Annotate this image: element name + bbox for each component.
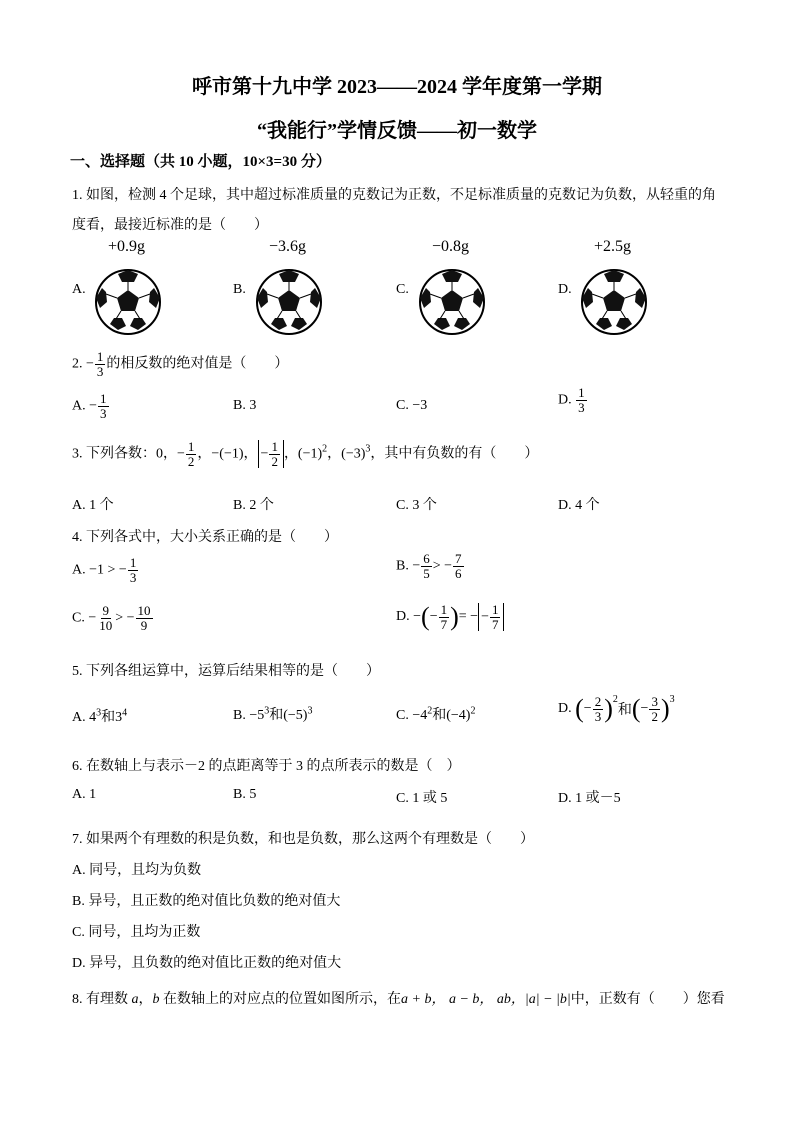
q2-option-d[interactable] [558, 386, 588, 414]
label: A. [72, 562, 86, 578]
den: 2 [651, 708, 658, 724]
q1-mass-label: +0.9g [108, 238, 146, 255]
den: 2 [271, 453, 278, 469]
mid2: ，(−1) [283, 446, 323, 462]
num: 1 [271, 439, 278, 454]
b2: (−5) [283, 708, 308, 723]
e1: 3 [264, 705, 270, 717]
s1: − [413, 609, 422, 625]
q5-option-a[interactable] [72, 706, 127, 726]
b1: −5 [249, 708, 265, 723]
sign: − [89, 398, 98, 414]
post: ，其中有负数的有（ ） [370, 446, 539, 462]
and: 和 [101, 710, 116, 725]
paren: ( [421, 602, 430, 631]
num: 1 [187, 439, 195, 454]
num: 1 [578, 385, 585, 400]
q3-option-b[interactable]: B. 2 个 [233, 498, 274, 513]
label: D. [558, 701, 572, 716]
s1: − [412, 558, 421, 574]
paren: ) [660, 694, 670, 723]
q2-fraction [95, 350, 106, 378]
q1-mass-label: +2.5g [594, 238, 632, 255]
q5-stem: 5. 下列各组运算中，运算后结果相等的是（ ） [72, 664, 380, 679]
q1-option-b[interactable]: B. [233, 282, 246, 297]
minus: − [429, 609, 438, 624]
exprs: a + b， a − b， ab， [401, 992, 525, 1007]
q2-option-b[interactable] [233, 398, 256, 414]
num: 10 [137, 603, 151, 618]
den: 6 [455, 565, 462, 581]
op: > − [432, 558, 453, 574]
num: 1 [100, 391, 107, 406]
q2-stem [72, 350, 288, 378]
mid1: ，−(−1)， [197, 446, 258, 462]
q3-option-d[interactable]: D. 4 个 [558, 498, 600, 513]
b2: (−4) [446, 708, 471, 723]
q6-option-a[interactable]: A. 1 [72, 787, 97, 802]
op: > − [115, 610, 135, 626]
den: 5 [423, 565, 430, 581]
f1 [421, 552, 432, 580]
den: 3 [129, 569, 137, 585]
label: B. [233, 708, 246, 723]
exp1: 2 [322, 443, 328, 455]
q4-option-a[interactable] [72, 556, 139, 584]
q4-option-b[interactable] [396, 552, 465, 580]
label: B. [396, 558, 409, 574]
den: 10 [99, 617, 113, 633]
b1: 4 [89, 710, 97, 725]
num: 6 [423, 551, 430, 566]
e1: 2 [427, 705, 433, 717]
den: 9 [140, 617, 148, 633]
q1-option-a[interactable]: A. [72, 282, 86, 297]
fraction [576, 386, 587, 414]
label: A. [72, 398, 86, 414]
q1-line1: 1. 如图，检测 4 个足球，其中超过标准质量的克数记为正数，不足标准质量的克数记为负数，从轻重的角 [72, 188, 716, 203]
paren: ) [604, 694, 613, 723]
label: C. [396, 398, 409, 413]
f1 [97, 604, 114, 632]
q2-prefix: 2. − [72, 356, 94, 372]
abs-value [478, 603, 504, 631]
paren: ( [631, 694, 641, 723]
section-heading: 一、选择题（共 10 小题，10×3=30 分） [70, 154, 331, 170]
exam-title: 呼市第十九中学 2023——2024 学年度第一学期 [192, 76, 602, 98]
b1: −4 [412, 708, 428, 723]
q2-option-c[interactable] [396, 398, 427, 414]
minus: − [640, 701, 649, 716]
and: 和 [269, 708, 284, 723]
paren: ( [575, 694, 584, 723]
e1: 2 [612, 694, 618, 705]
paren: ) [450, 602, 459, 631]
q1-option-c[interactable]: C. [396, 282, 409, 297]
q4-option-c[interactable] [72, 604, 154, 632]
pre: 3. 下列各数：0，− [72, 446, 185, 462]
num: 1 [129, 555, 137, 570]
post: 中，正数有（ ）您看 [570, 992, 725, 1007]
q7-option-a[interactable]: A. 同号，且均为负数 [72, 863, 202, 878]
q7-option-d[interactable]: D. 异号，且负数的绝对值比正数的绝对值大 [72, 956, 342, 971]
q7-option-b[interactable]: B. 异号，且正数的绝对值比负数的绝对值大 [72, 894, 341, 909]
e2: 2 [470, 705, 476, 717]
b2: 3 [115, 710, 123, 725]
den: 2 [187, 453, 195, 469]
den: 3 [594, 708, 602, 724]
q4-stem: 4. 下列各式中，大小关系正确的是（ ） [72, 530, 338, 545]
fraction [269, 440, 280, 468]
var-a: a [131, 992, 139, 1007]
f2 [136, 604, 153, 632]
q3-option-c[interactable]: C. 3 个 [396, 498, 437, 513]
f2 [453, 552, 464, 580]
sign: − [260, 446, 269, 462]
sep: ， [138, 992, 153, 1007]
q5-option-c[interactable] [396, 704, 475, 724]
label: A. [72, 710, 86, 725]
den: 3 [100, 405, 107, 421]
q1-line2: 度看，最接近标准的是（ ） [72, 218, 268, 233]
abs-expr: |a| − |b| [524, 992, 571, 1007]
mid: 在数轴上的对应点的位置如图所示，在 [159, 992, 401, 1007]
soccer-ball-icon [580, 268, 648, 336]
fraction [98, 392, 109, 420]
label: B. [233, 398, 246, 413]
q2-option-a[interactable] [72, 392, 110, 420]
num: 1 [96, 349, 104, 364]
num: 3 [651, 693, 658, 709]
minus: − [583, 701, 592, 716]
exam-subtitle: “我能行”学情反馈——初一数学 [257, 120, 537, 142]
label: D. [558, 392, 572, 408]
and: 和 [432, 708, 447, 723]
e2: 3 [307, 705, 313, 717]
e1: 3 [96, 707, 102, 719]
minus: − [481, 609, 489, 625]
den: 3 [578, 399, 585, 415]
num: 2 [594, 693, 602, 709]
num: 1 [440, 601, 448, 617]
soccer-ball-icon [418, 268, 486, 336]
mid3: ，(−3) [327, 446, 366, 462]
q7-option-c[interactable]: C. 同号，且均为正数 [72, 925, 201, 940]
q6-option-c[interactable]: C. 1 或 5 [396, 791, 448, 806]
s1: − [88, 610, 97, 626]
q2-suffix: 的相反数的绝对值是（ ） [106, 356, 289, 372]
den: 7 [440, 616, 448, 632]
q3-stem [72, 440, 538, 468]
num: 1 [491, 601, 499, 617]
f1 [593, 695, 604, 723]
q1-option-d[interactable]: D. [558, 282, 572, 297]
pre: −1 > − [89, 562, 127, 578]
f1 [439, 603, 450, 631]
label: D. [396, 609, 410, 625]
text: −3 [412, 398, 428, 413]
q5-option-b[interactable] [233, 704, 312, 724]
q6-option-d[interactable]: D. 1 或－5 [558, 791, 621, 806]
abs-value [258, 440, 284, 468]
q6-stem: 6. 在数轴上与表示－2 的点距离等于 3 的点所表示的数是（ ） [72, 759, 461, 774]
fraction [128, 556, 139, 584]
q4-option-d[interactable] [396, 602, 504, 632]
f2 [490, 603, 501, 631]
q1-mass-label: −3.6g [269, 238, 307, 255]
q5-option-d[interactable] [558, 694, 675, 724]
den: 3 [96, 363, 104, 379]
q3-option-a[interactable]: A. 1 个 [72, 498, 114, 513]
and: 和 [617, 703, 632, 718]
num: 9 [102, 603, 109, 618]
op: = − [458, 609, 479, 624]
var-b: b [152, 992, 160, 1007]
label: C. [396, 708, 409, 723]
pre: 8. 有理数 [72, 992, 132, 1007]
text: 3 [249, 398, 257, 413]
num: 7 [455, 551, 462, 566]
fraction [186, 440, 197, 468]
q1-mass-label: −0.8g [432, 238, 470, 255]
soccer-ball-icon [255, 268, 323, 336]
exp2: 3 [365, 443, 371, 455]
q7-stem: 7. 如果两个有理数的积是负数，和也是负数，那么这两个有理数是（ ） [72, 832, 534, 847]
den: 7 [491, 616, 499, 632]
f2 [649, 695, 660, 723]
e2: 4 [122, 707, 128, 719]
soccer-ball-icon [94, 268, 162, 336]
q8-stem [72, 988, 725, 1008]
q6-option-b[interactable]: B. 5 [233, 787, 257, 802]
e2: 3 [669, 694, 675, 705]
label: C. [72, 610, 85, 626]
